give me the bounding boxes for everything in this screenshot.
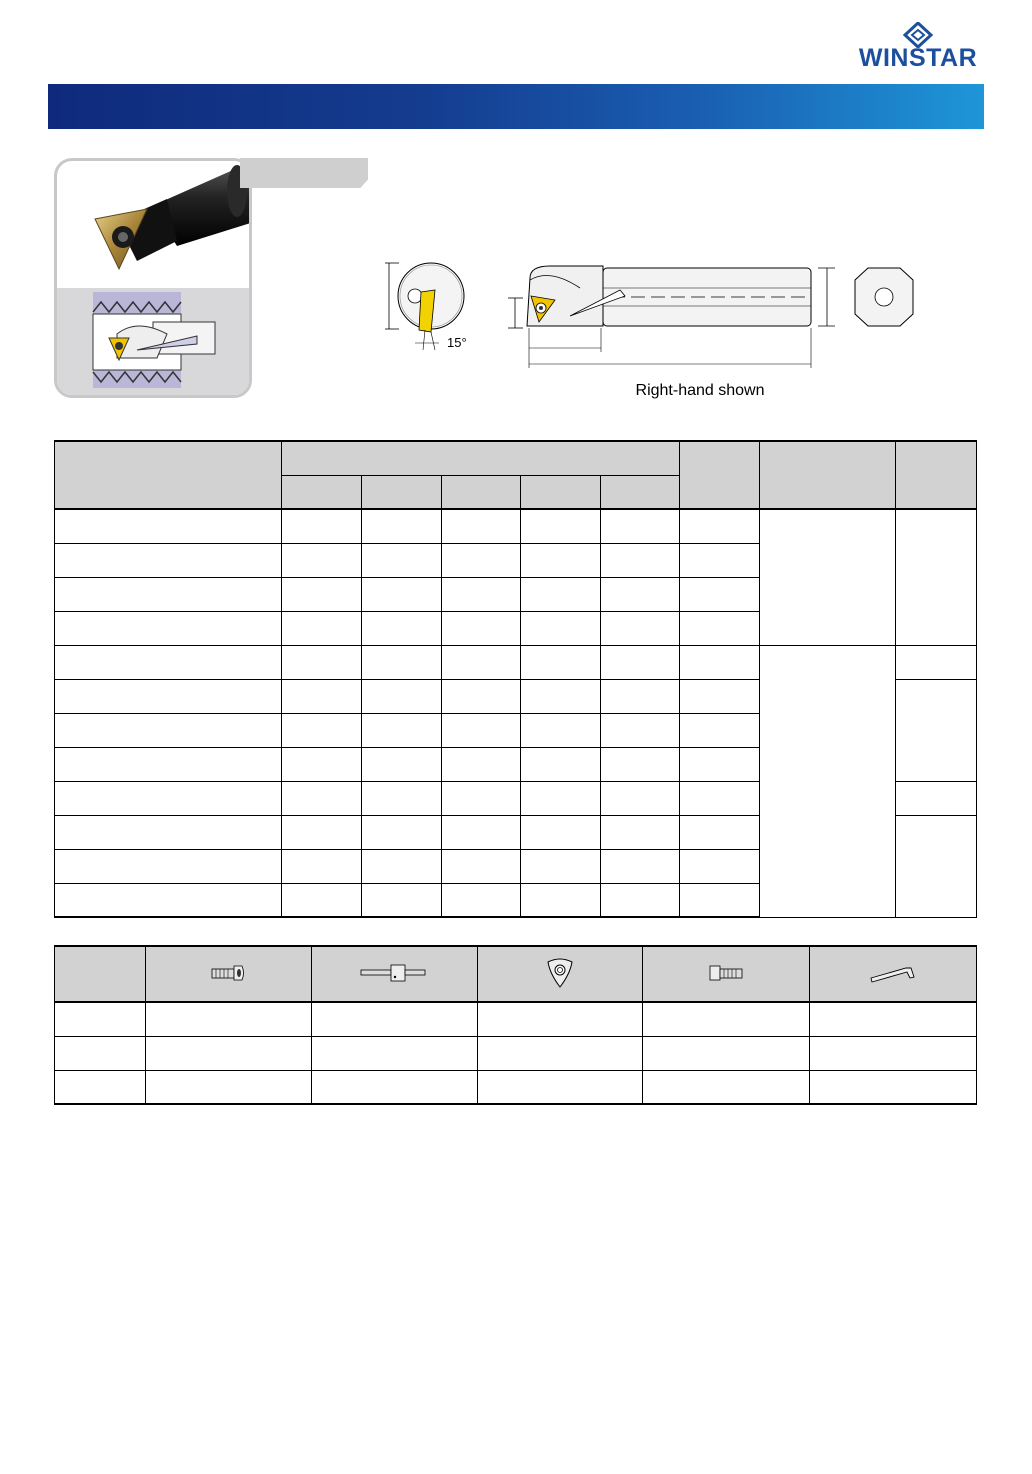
header-dim-5 [601, 475, 680, 509]
cell [55, 713, 282, 747]
cell [281, 849, 361, 883]
cell [643, 1002, 810, 1036]
photo-label-tab [240, 158, 368, 188]
cell [477, 1036, 643, 1070]
cell [521, 509, 601, 543]
cell [521, 679, 601, 713]
technical-drawing [375, 250, 935, 380]
cell [441, 645, 521, 679]
title-banner [48, 84, 984, 129]
cell [521, 611, 601, 645]
cell [281, 815, 361, 849]
cell [361, 883, 441, 917]
cell [680, 815, 760, 849]
insert-group-2 [760, 645, 896, 917]
cell [601, 747, 680, 781]
cell [55, 543, 282, 577]
cell [55, 1002, 146, 1036]
header-dim-3 [441, 475, 521, 509]
cell [680, 543, 760, 577]
cell [680, 679, 760, 713]
cell [361, 815, 441, 849]
cell [810, 1002, 977, 1036]
cell [601, 883, 680, 917]
cell [601, 679, 680, 713]
cell [441, 849, 521, 883]
cell [55, 1036, 146, 1070]
cell [521, 815, 601, 849]
cell [477, 1070, 643, 1104]
cell [361, 509, 441, 543]
cell [680, 645, 760, 679]
header-parts [896, 441, 977, 509]
cell [810, 1070, 977, 1104]
header-designation [55, 441, 282, 509]
table-row [55, 1070, 977, 1104]
cell [441, 577, 521, 611]
toolholder-photo [57, 161, 249, 288]
end-view-right [855, 268, 913, 326]
hex-key-icon [868, 962, 918, 984]
cell [281, 611, 361, 645]
cell [281, 781, 361, 815]
cell [680, 781, 760, 815]
cell [477, 1002, 643, 1036]
cell [680, 747, 760, 781]
cell [281, 645, 361, 679]
cell [55, 577, 282, 611]
parts-header-shim-screw [643, 946, 810, 1002]
cell [311, 1002, 477, 1036]
cell [643, 1036, 810, 1070]
cell [361, 747, 441, 781]
brand-logo [848, 22, 988, 74]
cell [361, 577, 441, 611]
parts-header-shim [477, 946, 643, 1002]
cell [55, 1070, 146, 1104]
cell [361, 645, 441, 679]
cell [55, 679, 282, 713]
table-row [55, 1036, 977, 1070]
cell [680, 883, 760, 917]
cell [311, 1070, 477, 1104]
cell [281, 883, 361, 917]
cell [601, 645, 680, 679]
header-insert [760, 441, 896, 509]
cell [55, 611, 282, 645]
cell [601, 781, 680, 815]
cell [601, 611, 680, 645]
cell [145, 1070, 311, 1104]
cell [601, 509, 680, 543]
parts-group-1 [896, 509, 977, 645]
logo-text: WINSTAR [858, 44, 978, 72]
cell [521, 849, 601, 883]
parts-table [54, 945, 977, 1105]
cell [601, 815, 680, 849]
parts-group-2 [896, 645, 977, 679]
cell [361, 781, 441, 815]
diagram-caption: Right-hand shown [635, 382, 765, 399]
cell [441, 543, 521, 577]
cell [441, 679, 521, 713]
clamp-screw-icon [208, 962, 248, 984]
cell [643, 1070, 810, 1104]
cell [55, 849, 282, 883]
cell [281, 577, 361, 611]
cell [601, 577, 680, 611]
cell [55, 815, 282, 849]
cell [680, 713, 760, 747]
insert-group-1 [760, 509, 896, 645]
parts-group-5 [896, 815, 977, 917]
parts-header-clamp-screw [145, 946, 311, 1002]
cell [281, 679, 361, 713]
header-min-bore [680, 441, 760, 509]
cell [521, 645, 601, 679]
header-dim-1 [281, 475, 361, 509]
cell [55, 747, 282, 781]
cell [601, 713, 680, 747]
thread-section-illustration [57, 288, 249, 395]
angle-label: 15° [447, 335, 467, 350]
side-view-bar [508, 266, 835, 368]
product-photo-card [54, 158, 252, 398]
header-dimensions [281, 441, 680, 475]
cell [680, 509, 760, 543]
cell [521, 747, 601, 781]
cell [521, 883, 601, 917]
cell [521, 543, 601, 577]
cell [361, 543, 441, 577]
cell [55, 645, 282, 679]
parts-group-3 [896, 679, 977, 781]
cell [281, 509, 361, 543]
cell [145, 1036, 311, 1070]
cell [55, 781, 282, 815]
cell [55, 883, 282, 917]
cell [441, 509, 521, 543]
cell [680, 849, 760, 883]
cell [680, 611, 760, 645]
parts-header-hex-key [810, 946, 977, 1002]
wrench-key-icon [359, 962, 429, 984]
cell [361, 849, 441, 883]
end-view-left [385, 263, 467, 350]
cell [281, 713, 361, 747]
header-dim-2 [361, 475, 441, 509]
cell [441, 611, 521, 645]
cell [601, 543, 680, 577]
shim-icon [545, 956, 575, 990]
parts-header-wrench [311, 946, 477, 1002]
cell [145, 1002, 311, 1036]
cell [361, 679, 441, 713]
cell [441, 713, 521, 747]
table-row [55, 1002, 977, 1036]
table-row [55, 645, 977, 679]
parts-group-4 [896, 781, 977, 815]
header-dim-4 [521, 475, 601, 509]
cell [441, 815, 521, 849]
cell [361, 713, 441, 747]
cell [55, 509, 282, 543]
cell [521, 577, 601, 611]
cell [521, 781, 601, 815]
cell [441, 883, 521, 917]
cell [680, 577, 760, 611]
cell [521, 713, 601, 747]
shim-screw-icon [706, 962, 746, 984]
cell [441, 747, 521, 781]
table-row [55, 509, 977, 543]
spec-table [54, 440, 977, 918]
cell [281, 543, 361, 577]
cell [441, 781, 521, 815]
parts-header-code [55, 946, 146, 1002]
cell [361, 611, 441, 645]
cell [810, 1036, 977, 1070]
cell [601, 849, 680, 883]
thread-cross-section [57, 288, 249, 395]
cell [281, 747, 361, 781]
cell [311, 1036, 477, 1070]
